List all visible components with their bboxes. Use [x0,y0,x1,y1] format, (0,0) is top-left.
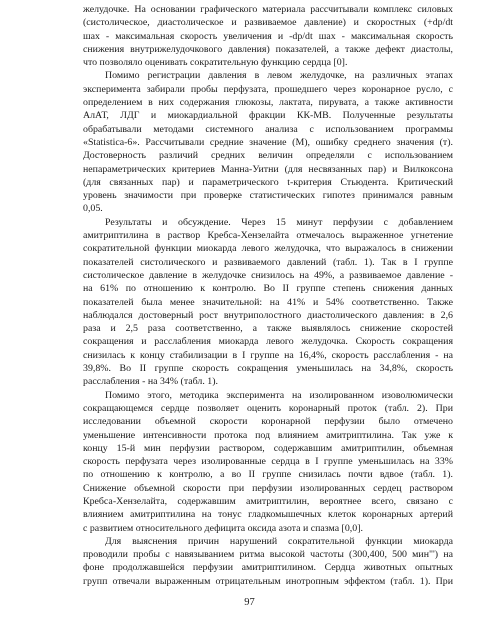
text-line: на 61% по отношению к контролю. Во II группе степень снижения данных [83,283,453,295]
text-line: групп отвечали выраженным отрицательным инотропным эффектом (табл. 1). При [83,575,453,587]
text-line: Снижение объемной скорости при перфузии изолированных сердец раствором [83,482,453,494]
text-line: Достоверность различий средних величин определяли с использованием [83,150,453,162]
text-line: непараметрических критериев Манна-Уитни (для несвязанных пар) и Вилкоксона [83,163,453,175]
paragraph [83,69,453,215]
text-line: 0,05. [83,203,103,215]
text-line: что позволяло оценивать сократительную функцию сердца [0]. [83,57,348,69]
text-line: обрабатывали методами системного анализа с использованием программы [83,123,453,135]
text-line: 39,8%. Во II группе скорость сокращения уменьшилась на 34,8%, скорость [83,363,453,375]
text-line: сокращающемся сердце позволяет оценить коронарный проток (табл. 2). При [83,402,453,414]
text-line: Для выяснения причин нарушений сократительной функции миокарда [105,535,453,547]
text-line: «Statistica-6». Рассчитывали средние значение (М), ошибку среднего значения (т). [83,136,453,148]
text-line: сокращения и расслабления миокарда левого желудочка. Скорость сокращения [83,336,453,348]
text-line: показателей была менее значительной: на 41% и 54% соответственно. Также [83,296,453,308]
text-line: Кребса-Хензелайта, содержавшим амитриптилин, вероятнее всего, связано с [83,495,453,507]
text-line: концу 15-й мин перфузии раствором, содержавшим амитриптилин, объемная [83,442,453,454]
text-line: эксперимента забирали пробы перфузата, прошедшего через коронарное русло, с [83,83,453,95]
text-line: амитриптилина в раствор Кребса-Хензелайта отмечалось выраженное угнетение [83,230,453,242]
text-line: сократительной функции миокарда левого желудочка, что выражалось в снижении [83,243,453,255]
paragraph [83,389,453,535]
text-line: снижения внутрижелудочкового давления) показателей, а также дефект диастолы, [83,43,453,55]
text-line: с развитием относительного дефицита оксида азота и спазма [0,0]. [83,522,363,534]
text-line: (для связанных пар) и параметрического t-критерия Стьюдента. Критический [83,176,453,188]
text-line: показателей систолического и развиваемого давлений (табл. 1). Так в I группе [83,256,453,268]
text-line: Помимо этого, методика эксперимента на изолированном изоволюмически [105,389,453,401]
page-number: 97 [244,597,255,608]
text-line: исследовании объемной скорости коронарной перфузии было отмечено [83,416,453,428]
text-line: скорость перфузата через изолированные сердца в I группе уменьшилась на 33% [83,456,453,468]
text-line: шах - максимальная скорость увеличения и -dp/dt шах - максимальная скорость [83,30,453,42]
text-line: Помимо регистрации давления в левом желудочке, на различных этапах [105,70,453,82]
text-line: (систолическое, диастолическое и развиваемое давление) и скоростных (+dp/dt [83,17,453,29]
text-line: наблюдался достоверный рост внутриполостного диастолического давления: в 2,6 [83,309,453,321]
paragraph [83,535,453,588]
paragraph [83,216,453,389]
text-line: фоне продолжавшейся перфузии амитриптилином. Сердца животных опытных [83,562,453,574]
text-line: уменьшение интенсивности протока под влиянием амитриптилина. Так уже к [83,429,453,441]
text-line: проводили пробы с навязыванием ритма высокой частоты (300,400, 500 мин"') на [83,549,453,561]
text-line: АлАТ, ЛДГ и миокардиальной фракции КК-МВ. Полученные результаты [83,110,453,122]
text-line: влиянием амитриптилина на тонус гладкомышечных клеток коронарных артерий [83,509,453,521]
text-line: желудочке. На основании графического материала рассчитывали комплекс силовых [83,4,453,15]
text-line: систолическое давление в желудочке снизилось на 49%, а развиваемое давление - [83,269,453,281]
text-line: уровень значимости при проверке статистических гипотез принимался равным [83,190,453,202]
text-line: по отношению к контролю, а во II группе снизилась почти вдвое (табл. 1). [83,469,453,481]
text-line: расслабления - на 34% (табл. 1). [83,376,218,388]
text-line: Результаты и обсуждение. Через 15 минут перфузии с добавлением [105,216,453,228]
paragraph [83,3,453,69]
text-line: определением в них содержания глюкозы, лактата, пирувата, а также активности [83,97,453,109]
body-text [83,3,453,588]
text-line: раза и 2,5 раза соответственно, а также выявлялось снижение скоростей [83,323,453,335]
text-line: снизилась к концу стабилизации в I группе на 16,4%, скорость расслабления - на [83,349,453,361]
